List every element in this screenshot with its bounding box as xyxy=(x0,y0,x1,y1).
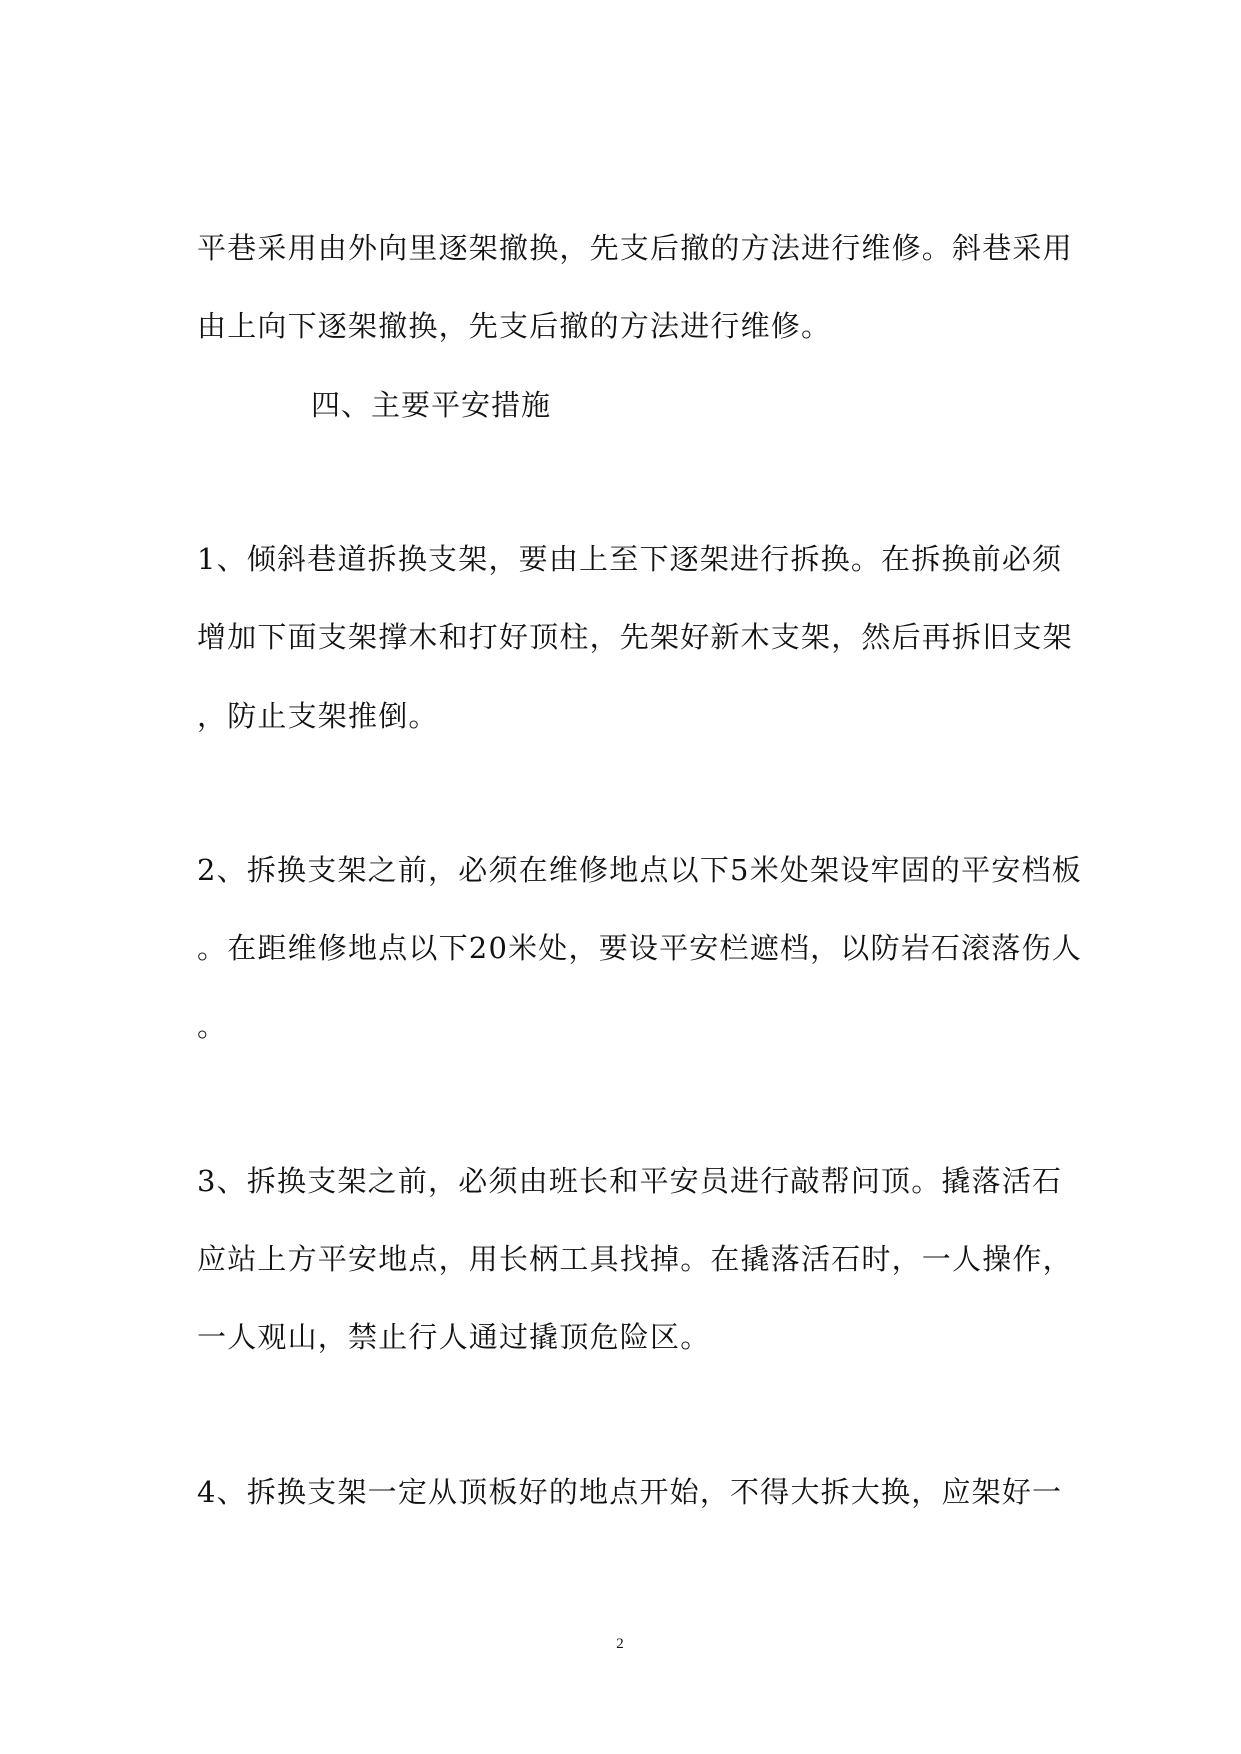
text-line: 4、拆换支架一定从顶板好的地点开始，不得大拆大换，应架好一 xyxy=(197,1475,1063,1509)
text-line: 增加下面支架撑木和打好顶柱，先架好新木支架，然后再拆旧支架 xyxy=(197,620,1073,654)
page-number: 2 xyxy=(616,1636,624,1652)
text-line: 2、拆换支架之前，必须在维修地点以下5米处架设牢固的平安档板 xyxy=(197,853,1082,887)
text-line: 。在距维修地点以下20米处，要设平安栏遮档，以防岩石滚落伤人 xyxy=(197,931,1082,965)
text-line: 平巷采用由外向里逐架撤换，先支后撤的方法进行维修。斜巷采用 xyxy=(197,231,1073,265)
text-line: 由上向下逐架撤换，先支后撤的方法进行维修。 xyxy=(197,309,832,343)
text-line: 应站上方平安地点，用长柄工具找掉。在撬落活石时，一人操作， xyxy=(197,1242,1073,1276)
section-heading: 四、主要平安措施 xyxy=(311,388,552,422)
text-line: 。 xyxy=(197,1009,228,1043)
text-line: 1、倾斜巷道拆换支架，要由上至下逐架进行拆换。在拆换前必须 xyxy=(197,542,1063,576)
text-line: 3、拆换支架之前，必须由班长和平安员进行敲帮问顶。撬落活石 xyxy=(197,1164,1063,1198)
text-line: ，防止支架推倒。 xyxy=(197,699,439,733)
text-line: 一人观山，禁止行人通过撬顶危险区。 xyxy=(197,1320,711,1354)
